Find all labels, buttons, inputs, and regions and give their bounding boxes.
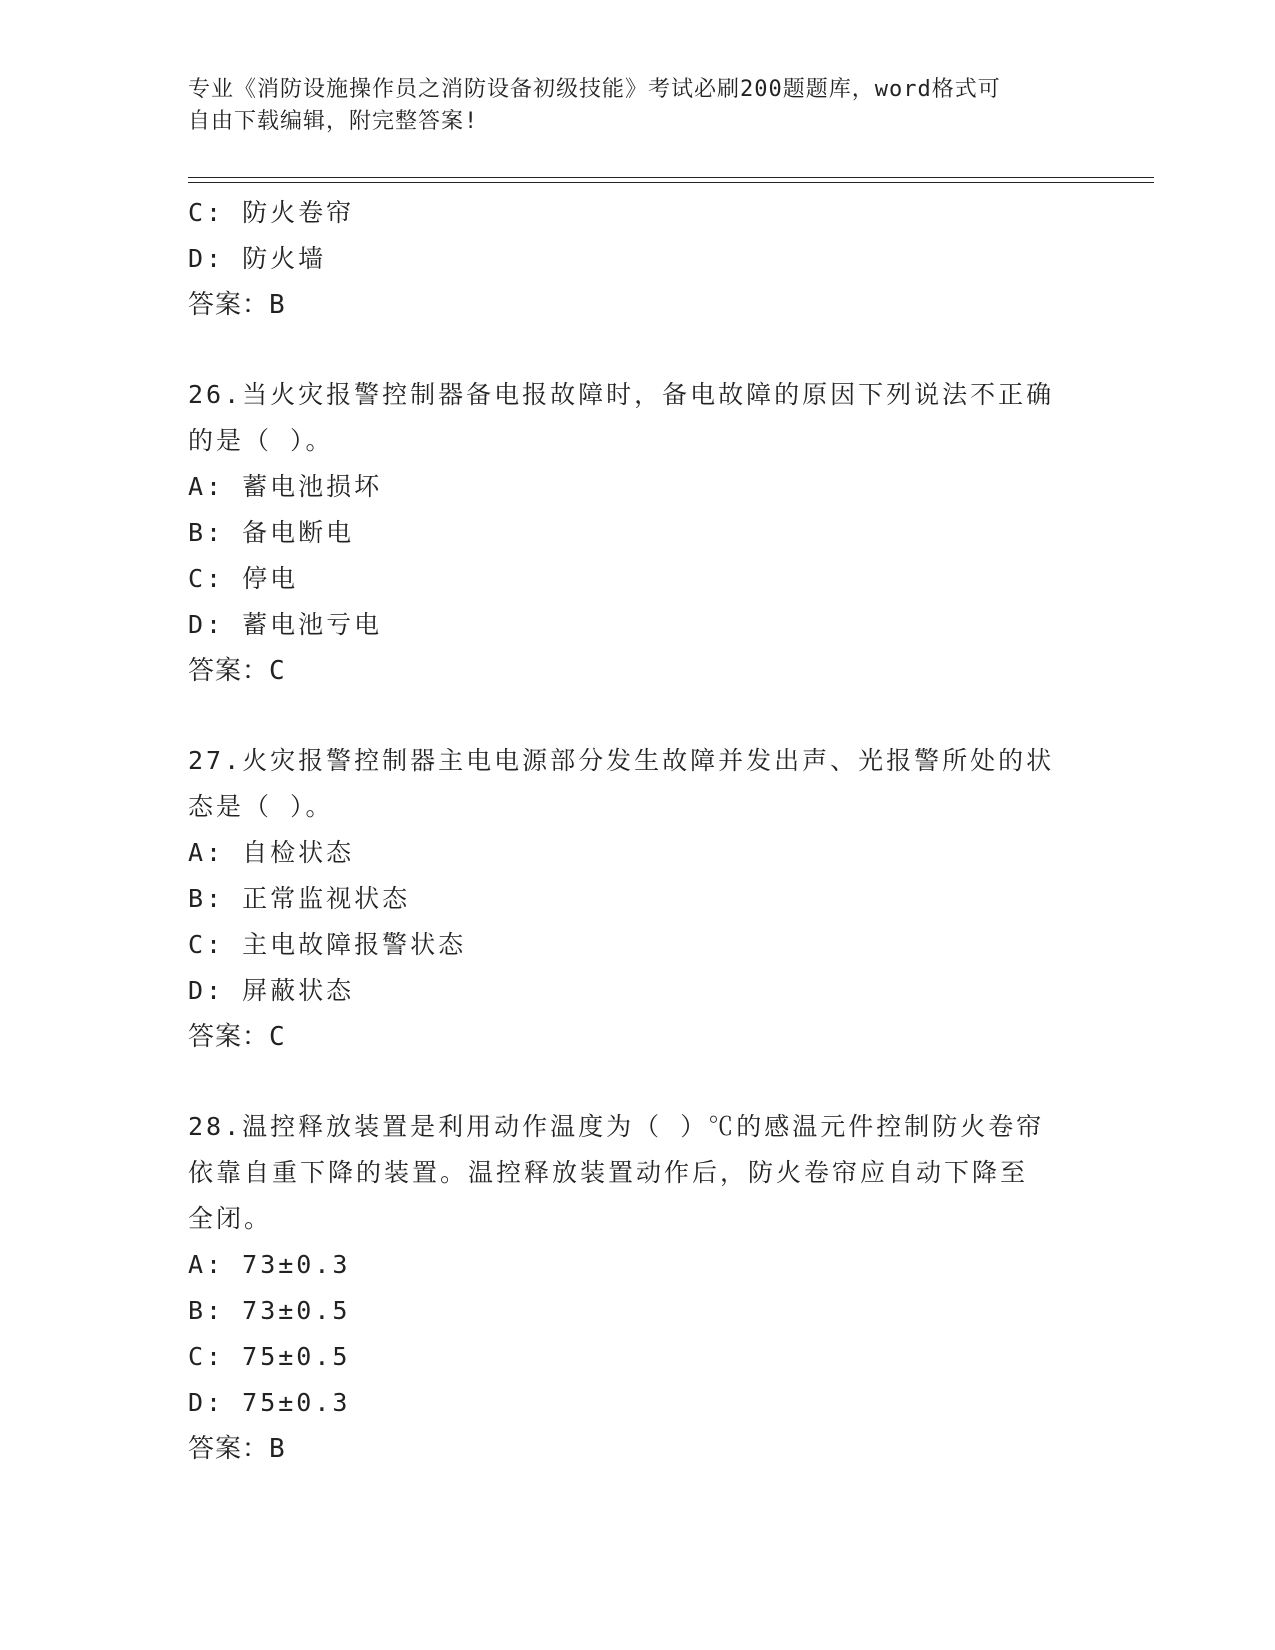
question-text-line: 的是（ ）。 bbox=[188, 426, 334, 455]
document-body bbox=[188, 190, 1088, 1472]
option-d: D: 屏蔽状态 bbox=[188, 976, 355, 1005]
option-b: B: 备电断电 bbox=[188, 518, 355, 547]
option-b: B: 73±0.5 bbox=[188, 1296, 351, 1325]
spacer bbox=[188, 328, 1088, 372]
option-c: C: 主电故障报警状态 bbox=[188, 930, 467, 959]
header-rule-top bbox=[188, 177, 1154, 178]
spacer bbox=[188, 694, 1088, 738]
question-27 bbox=[188, 738, 1088, 1060]
header-line-2: 自由下载编辑，附完整答案! bbox=[188, 109, 479, 134]
question-text-line: 态是（ ）。 bbox=[188, 792, 334, 821]
question-text-line: 依靠自重下降的装置。温控释放装置动作后，防火卷帘应自动下降至 bbox=[188, 1158, 1029, 1187]
option-a: A: 73±0.3 bbox=[188, 1250, 351, 1279]
previous-question-tail bbox=[188, 190, 1088, 328]
question-text bbox=[188, 738, 1078, 830]
question-text-line: 28.温控释放装置是利用动作温度为（ ）℃的感温元件控制防火卷帘 bbox=[188, 1112, 1045, 1141]
header-line-1: 专业《消防设施操作员之消防设备初级技能》考试必刷200题题库，word格式可 bbox=[188, 77, 1001, 102]
option-c: C: 防火卷帘 bbox=[188, 198, 355, 227]
option-b: B: 正常监视状态 bbox=[188, 884, 411, 913]
question-text-line: 27.火灾报警控制器主电电源部分发生故障并发出声、光报警所处的状 bbox=[188, 746, 1055, 775]
answer-line: 答案：C bbox=[188, 656, 286, 686]
answer-line: 答案：B bbox=[188, 290, 286, 320]
option-a: A: 自检状态 bbox=[188, 838, 355, 867]
option-c: C: 75±0.5 bbox=[188, 1342, 351, 1371]
answer-line: 答案：B bbox=[188, 1434, 286, 1464]
question-28 bbox=[188, 1104, 1088, 1472]
question-text-line: 全闭。 bbox=[188, 1204, 273, 1233]
answer-line: 答案：C bbox=[188, 1022, 286, 1052]
option-c: C: 停电 bbox=[188, 564, 299, 593]
document-header bbox=[188, 74, 1068, 138]
header-rule-bottom bbox=[188, 182, 1154, 183]
question-text bbox=[188, 1104, 1078, 1242]
question-text bbox=[188, 372, 1078, 464]
option-d: D: 75±0.3 bbox=[188, 1388, 351, 1417]
option-d: D: 防火墙 bbox=[188, 244, 327, 273]
option-a: A: 蓄电池损坏 bbox=[188, 472, 383, 501]
question-text-line: 26.当火灾报警控制器备电报故障时，备电故障的原因下列说法不正确 bbox=[188, 380, 1055, 409]
spacer bbox=[188, 1060, 1088, 1104]
question-26 bbox=[188, 372, 1088, 694]
option-d: D: 蓄电池亏电 bbox=[188, 610, 383, 639]
